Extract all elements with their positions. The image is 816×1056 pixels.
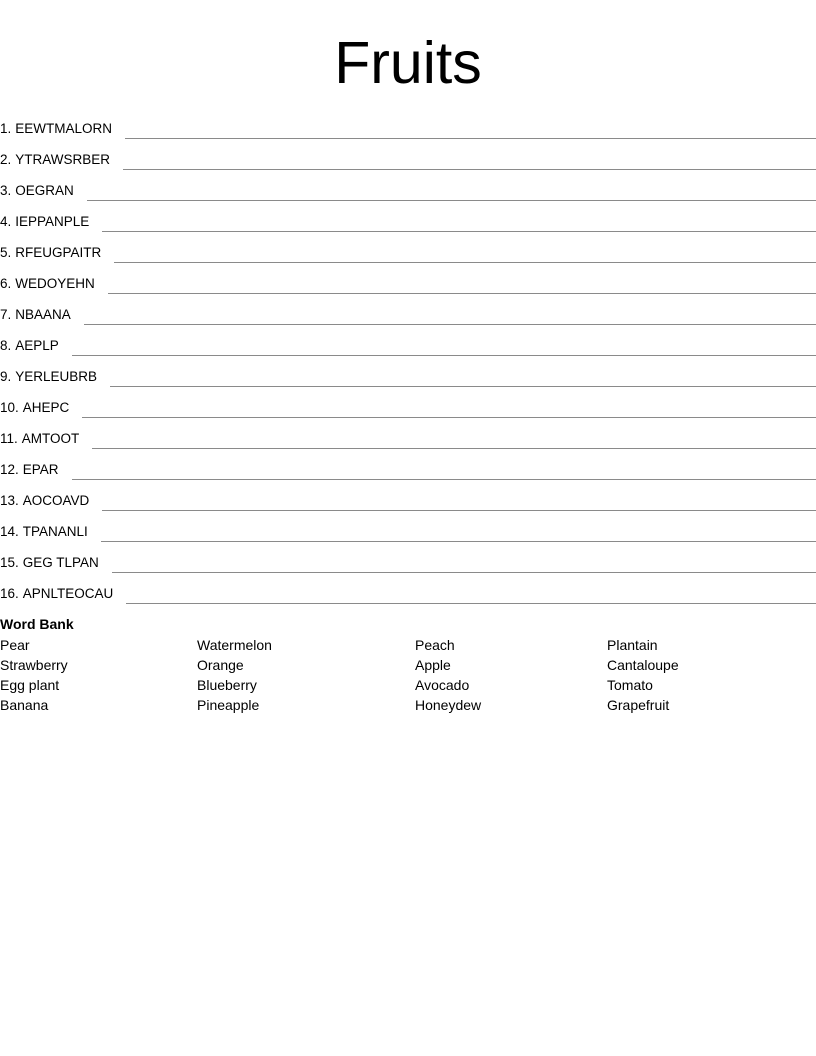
answer-line[interactable]	[102, 510, 816, 511]
word-bank-column	[0, 635, 68, 715]
word-bank-word: Pear	[0, 637, 30, 653]
puzzle-number: 16.	[0, 586, 19, 601]
scrambled-word: AEPLP	[15, 338, 59, 353]
word-bank-word: Honeydew	[415, 697, 482, 713]
scrambled-word: GEG TLPAN	[22, 555, 99, 570]
puzzle-number: 7.	[0, 307, 12, 322]
puzzle-row	[0, 419, 816, 450]
puzzle-row	[0, 171, 816, 202]
puzzle-row	[0, 140, 816, 171]
word-bank-word: Egg plant	[0, 677, 60, 693]
puzzle-row	[0, 512, 816, 543]
answer-line[interactable]	[123, 169, 816, 170]
puzzle-row	[0, 450, 816, 481]
word-bank-column	[415, 635, 481, 715]
scrambled-word: NBAANA	[15, 307, 71, 322]
word-bank-word: Grapefruit	[607, 697, 670, 713]
puzzle-number: 9.	[0, 369, 12, 384]
scrambled-word: TPANANLI	[22, 524, 88, 539]
word-bank-word: Strawberry	[0, 657, 68, 673]
scrambled-word: AOCOAVD	[22, 493, 90, 508]
puzzle-number: 13.	[0, 493, 19, 508]
puzzle-row	[0, 233, 816, 264]
word-bank-column	[197, 635, 272, 715]
answer-line[interactable]	[101, 541, 816, 542]
puzzle-number: 15.	[0, 555, 19, 570]
answer-line[interactable]	[126, 603, 816, 604]
answer-line[interactable]	[84, 324, 816, 325]
word-bank	[0, 615, 816, 715]
answer-line[interactable]	[87, 200, 816, 201]
answer-line[interactable]	[72, 355, 816, 356]
puzzle-row	[0, 202, 816, 233]
puzzle-row	[0, 109, 816, 140]
answer-line[interactable]	[112, 572, 816, 573]
puzzle-number: 12.	[0, 462, 19, 477]
puzzle-number: 3.	[0, 183, 12, 198]
puzzle-row	[0, 481, 816, 512]
scrambled-word: AHEPC	[22, 400, 70, 415]
scrambled-word: AMTOOT	[21, 431, 80, 446]
answer-line[interactable]	[108, 293, 816, 294]
puzzle-row	[0, 326, 816, 357]
puzzle-number: 5.	[0, 245, 12, 260]
word-bank-word: Orange	[197, 657, 244, 673]
answer-line[interactable]	[72, 479, 816, 480]
scrambled-word: RFEUGPAITR	[15, 245, 102, 260]
puzzle-row	[0, 295, 816, 326]
puzzle-number: 8.	[0, 338, 12, 353]
puzzle-list	[0, 109, 816, 605]
puzzle-number: 2.	[0, 152, 12, 167]
word-bank-grid	[0, 635, 816, 715]
puzzle-number: 6.	[0, 276, 12, 291]
scrambled-word: YTRAWSRBER	[15, 152, 111, 167]
answer-line[interactable]	[92, 448, 816, 449]
puzzle-row	[0, 388, 816, 419]
word-bank-word: Tomato	[607, 677, 653, 693]
puzzle-number: 11.	[0, 431, 18, 446]
answer-line[interactable]	[82, 417, 816, 418]
answer-line[interactable]	[114, 262, 816, 263]
word-bank-column	[607, 635, 679, 715]
word-bank-word: Avocado	[415, 677, 470, 693]
scrambled-word: IEPPANPLE	[15, 214, 90, 229]
scrambled-word: YERLEUBRB	[15, 369, 98, 384]
scrambled-word: WEDOYEHN	[15, 276, 95, 291]
puzzle-number: 10.	[0, 400, 19, 415]
word-bank-word: Plantain	[607, 637, 658, 653]
puzzle-number: 14.	[0, 524, 19, 539]
word-bank-word: Cantaloupe	[607, 657, 679, 673]
scrambled-word: EPAR	[22, 462, 59, 477]
puzzle-row	[0, 543, 816, 574]
puzzle-number: 4.	[0, 214, 12, 229]
scrambled-word: OEGRAN	[15, 183, 74, 198]
word-bank-word: Blueberry	[197, 677, 257, 693]
puzzle-row	[0, 264, 816, 295]
word-bank-title: Word Bank	[0, 616, 74, 632]
word-bank-word: Banana	[0, 697, 49, 713]
scrambled-word: EEWTMALORN	[15, 121, 113, 136]
answer-line[interactable]	[110, 386, 816, 387]
puzzle-row	[0, 357, 816, 388]
answer-line[interactable]	[102, 231, 816, 232]
puzzle-number: 1.	[0, 121, 12, 136]
word-bank-word: Pineapple	[197, 697, 260, 713]
scrambled-word: APNLTEOCAU	[22, 586, 114, 601]
word-bank-word: Peach	[415, 637, 455, 653]
puzzle-row	[0, 574, 816, 605]
page-title: Fruits	[334, 30, 482, 96]
answer-line[interactable]	[125, 138, 816, 139]
word-bank-word: Watermelon	[197, 637, 272, 653]
word-bank-word: Apple	[415, 657, 451, 673]
